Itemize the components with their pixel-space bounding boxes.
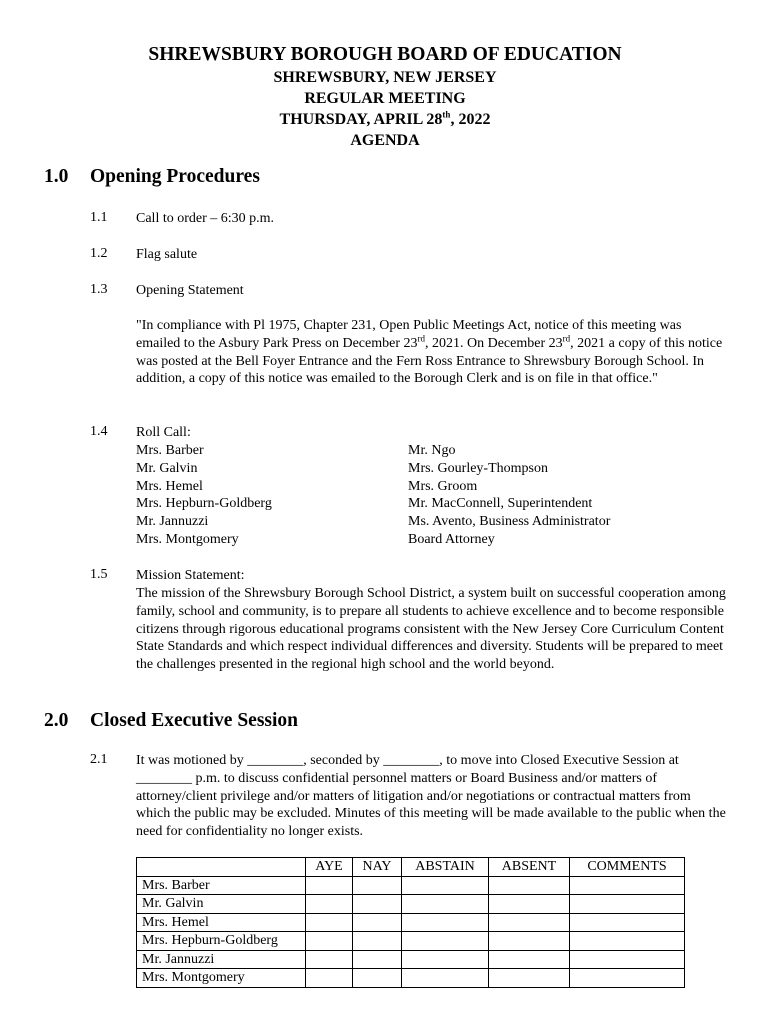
item-text: Flag salute xyxy=(136,247,198,262)
doc-type-heading: AGENDA xyxy=(350,132,420,149)
vote-cell xyxy=(306,969,353,988)
vote-cell xyxy=(353,895,402,914)
roll-call-member: Ms. Avento, Business Administrator xyxy=(408,514,611,530)
vote-cell xyxy=(489,969,570,988)
mission-statement-text: The mission of the Shrewsbury Borough School District, a system built on successful cooperation among family, school and community, is to prepare all students to achieve excellence and to become responsible citizens through rigorous educational programs consistent with the New Jersey Core Curriculum Content State Standards and which respect individual differences and diversity. Students will be prepared to meet the challenges presented in the regional high school and the world beyond. xyxy=(136,586,726,673)
item-text: Roll Call: xyxy=(136,425,191,440)
vote-cell xyxy=(570,876,685,895)
meeting-date-heading: THURSDAY, APRIL 28th, 2022 xyxy=(279,109,491,128)
vote-cell xyxy=(570,932,685,951)
item-text: Call to order – 6:30 p.m. xyxy=(136,211,275,226)
table-row xyxy=(137,950,685,969)
table-row xyxy=(137,876,685,895)
vote-cell xyxy=(402,950,489,969)
roll-call-member: Mrs. Groom xyxy=(408,478,478,494)
table-row xyxy=(137,913,685,932)
member-name-cell: Mrs. Montgomery xyxy=(137,969,306,988)
meeting-type-heading: REGULAR MEETING xyxy=(304,90,466,107)
vote-cell xyxy=(489,932,570,951)
vote-cell xyxy=(402,913,489,932)
vote-cell xyxy=(353,969,402,988)
vote-cell xyxy=(306,876,353,895)
roll-call-right-column xyxy=(408,442,610,549)
roll-call-member: Mr. Galvin xyxy=(136,460,198,476)
item-number: 1.5 xyxy=(90,567,108,582)
vote-cell xyxy=(489,876,570,895)
vote-cell xyxy=(489,895,570,914)
table-row xyxy=(137,969,685,988)
opening-statement-text: "In compliance with Pl 1975, Chapter 231, Open Public Meetings Act, notice of this meeting was emailed to the Asbury Park Press on December 23rd, 2021. On December 23rd, 2021 a copy of this notice was posted at the Bell Foyer Entrance and the Fern Ross Entrance to Shrewsbury Borough School. In addition, a copy of this notice was emailed to the Borough Clerk and is on file in that office." xyxy=(136,318,723,387)
vote-cell xyxy=(306,913,353,932)
header-cell: COMMENTS xyxy=(570,858,685,877)
vote-cell xyxy=(306,950,353,969)
roll-call-member: Mr. Jannuzzi xyxy=(136,514,209,530)
vote-cell xyxy=(402,876,489,895)
vote-cell xyxy=(570,895,685,914)
member-name-cell: Mrs. Hemel xyxy=(137,913,306,932)
header-cell: ABSENT xyxy=(489,858,570,877)
roll-call-member: Mrs. Montgomery xyxy=(136,531,239,547)
item-number: 1.2 xyxy=(90,246,108,261)
item-number: 2.1 xyxy=(90,752,108,767)
roll-call-member: Mrs. Gourley-Thompson xyxy=(408,460,548,476)
member-name-cell: Mrs. Barber xyxy=(137,876,306,895)
vote-cell xyxy=(402,932,489,951)
vote-cell xyxy=(353,932,402,951)
roll-call-member: Mrs. Hepburn-Goldberg xyxy=(136,496,272,512)
vote-cell xyxy=(570,913,685,932)
section-number: 1.0 xyxy=(44,166,69,187)
item-text: It was motioned by ________, seconded by ________, to move into Closed Executive Session at ________ p.m. to discuss confidential personnel matters or Board Business and/or matters of attorney/client privilege and/or matters of litigation and/or negotiations or contractual matters from which the public may be excluded. Minutes of this meeting will be made available to the public when the need for confidentiality no longer exists. xyxy=(136,753,726,840)
vote-cell xyxy=(570,950,685,969)
header-cell: NAY xyxy=(353,858,402,877)
header-cell xyxy=(137,858,306,877)
document-title: SHREWSBURY BOROUGH BOARD OF EDUCATION xyxy=(148,44,622,65)
header-cell: ABSTAIN xyxy=(402,858,489,877)
roll-call-member: Board Attorney xyxy=(408,531,495,547)
vote-cell xyxy=(570,969,685,988)
section-title: Opening Procedures xyxy=(90,166,260,187)
vote-cell xyxy=(353,913,402,932)
vote-cell xyxy=(489,950,570,969)
roll-call-member: Mrs. Barber xyxy=(136,443,204,458)
location-heading: SHREWSBURY, NEW JERSEY xyxy=(273,69,497,86)
item-number: 1.4 xyxy=(90,424,108,439)
vote-table xyxy=(136,857,685,988)
item-text: Mission Statement: xyxy=(136,568,245,583)
item-number: 1.3 xyxy=(90,282,108,297)
vote-cell xyxy=(353,876,402,895)
section-title: Closed Executive Session xyxy=(90,710,299,731)
member-name-cell: Mrs. Hepburn-Goldberg xyxy=(137,932,306,951)
member-name-cell: Mr. Galvin xyxy=(137,895,306,914)
header-cell: AYE xyxy=(306,858,353,877)
vote-cell xyxy=(353,950,402,969)
item-number: 1.1 xyxy=(90,210,108,225)
vote-table-header-row xyxy=(137,858,685,877)
roll-call-member: Mr. MacConnell, Superintendent xyxy=(408,496,593,512)
roll-call-left-column xyxy=(136,442,272,549)
vote-cell xyxy=(402,895,489,914)
roll-call-member: Mr. Ngo xyxy=(408,443,456,458)
vote-cell xyxy=(402,969,489,988)
member-name-cell: Mr. Jannuzzi xyxy=(137,950,306,969)
item-text: Opening Statement xyxy=(136,283,244,298)
section-number: 2.0 xyxy=(44,710,69,731)
vote-cell xyxy=(489,913,570,932)
table-row xyxy=(137,932,685,951)
table-row xyxy=(137,895,685,914)
roll-call-member: Mrs. Hemel xyxy=(136,478,203,494)
vote-cell xyxy=(306,932,353,951)
vote-cell xyxy=(306,895,353,914)
